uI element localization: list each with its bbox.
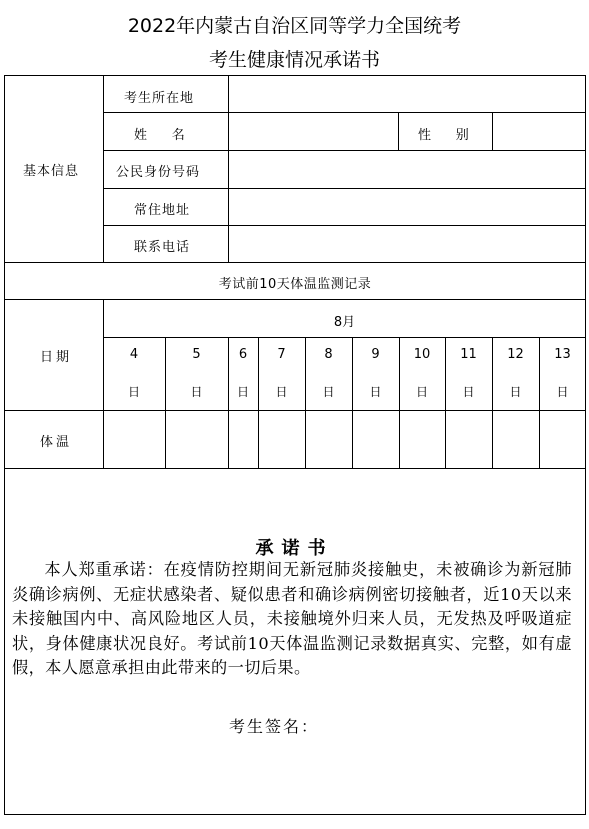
day-suffix: 日 <box>190 385 203 399</box>
day-suffix: 日 <box>275 385 288 399</box>
row-divider <box>103 337 586 338</box>
phone-field[interactable] <box>229 226 585 261</box>
day-number: 6 <box>238 347 248 362</box>
day-suffix: 日 <box>322 385 335 399</box>
document-title-line1: 2022年内蒙古自治区同等学力全国统考 <box>127 15 462 37</box>
temperature-field[interactable] <box>306 411 351 467</box>
day-number: 11 <box>460 347 477 362</box>
day-number: 5 <box>192 347 201 362</box>
temperature-field[interactable] <box>540 411 585 467</box>
document-title-line2: 考生健康情况承诺书 <box>208 49 380 71</box>
row-divider <box>4 299 586 300</box>
day-number: 12 <box>507 347 524 362</box>
address-field[interactable] <box>229 189 585 224</box>
day-suffix: 日 <box>127 385 140 399</box>
name-label: 姓 名 <box>134 128 185 143</box>
day-suffix: 日 <box>236 385 249 399</box>
temperature-field[interactable] <box>166 411 227 467</box>
name-field[interactable] <box>229 113 397 149</box>
id-number-label: 公民身份号码 <box>116 165 201 180</box>
day-number: 10 <box>413 347 431 362</box>
pledge-body: 本人郑重承诺：在疫情防控期间无新冠肺炎接触史，未被确诊为新冠肺炎确诊病例、无症状感染者、疑似患者和确诊病例密切接触者，近10天以来未接触国内中、高风险地区人员，未接触境外归来人员，无发热及呼吸道症状，身体健康状况良好。考试前10天体温监测记录数据真实、完整，如有虚假，本人愿意承担由此带来的一切后果。 <box>12 560 572 678</box>
temperature-field[interactable] <box>493 411 538 467</box>
column-divider <box>103 75 104 262</box>
day-number: 4 <box>129 347 139 362</box>
month-label: 8月 <box>333 315 356 330</box>
temperature-field[interactable] <box>259 411 304 467</box>
id-number-field[interactable] <box>229 151 585 187</box>
temperature-field[interactable] <box>446 411 491 467</box>
day-suffix: 日 <box>369 385 382 399</box>
address-label: 常住地址 <box>134 203 191 218</box>
day-suffix: 日 <box>556 385 569 399</box>
day-number: 7 <box>277 347 286 362</box>
phone-label: 联系电话 <box>134 240 191 255</box>
temperature-section-title: 考试前10天体温监测记录 <box>218 277 372 292</box>
column-divider <box>398 112 399 150</box>
gender-field[interactable] <box>493 113 585 149</box>
date-label: 日期 <box>40 350 73 365</box>
day-suffix: 日 <box>415 385 428 399</box>
location-field[interactable] <box>229 76 585 111</box>
temperature-field[interactable] <box>229 411 257 467</box>
day-number: 8 <box>324 347 333 362</box>
row-divider <box>4 468 586 469</box>
gender-label: 性 别 <box>418 128 469 143</box>
temperature-field[interactable] <box>400 411 444 467</box>
basic-info-label: 基本信息 <box>23 164 80 179</box>
row-divider <box>4 262 586 263</box>
temperature-field[interactable] <box>353 411 398 467</box>
day-number: 13 <box>554 347 571 362</box>
day-suffix: 日 <box>509 385 522 399</box>
temperature-field[interactable] <box>104 411 164 467</box>
day-number: 9 <box>371 347 380 362</box>
signature-label: 考生签名： <box>229 717 320 736</box>
location-label: 考生所在地 <box>124 91 195 106</box>
pledge-title: 承诺书 <box>255 538 334 559</box>
day-suffix: 日 <box>462 385 475 399</box>
temperature-label: 体温 <box>40 435 73 450</box>
